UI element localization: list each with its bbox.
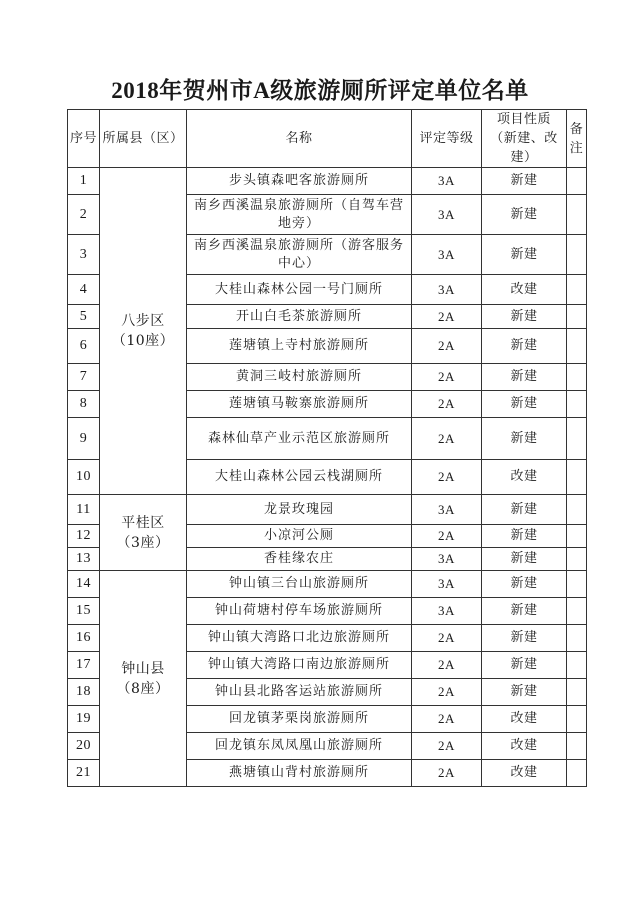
header-seq: 序号 (68, 110, 100, 168)
row-type: 改建 (482, 706, 567, 733)
row-name: 南乡西溪温泉旅游厕所（游客服务中心） (187, 235, 412, 275)
row-seq: 17 (68, 652, 100, 679)
row-note (567, 168, 587, 195)
row-grade: 3A (412, 275, 482, 305)
row-grade: 2A (412, 329, 482, 364)
row-seq: 20 (68, 733, 100, 760)
row-seq: 7 (68, 364, 100, 391)
county-cell (100, 495, 187, 571)
row-seq: 15 (68, 598, 100, 625)
row-name: 南乡西溪温泉旅游厕所（自驾车营地旁） (187, 195, 412, 235)
row-type: 新建 (482, 195, 567, 235)
row-seq: 12 (68, 525, 100, 548)
row-name: 大桂山森林公园一号门厕所 (187, 275, 412, 305)
row-grade: 2A (412, 391, 482, 418)
row-type: 新建 (482, 598, 567, 625)
row-note (567, 329, 587, 364)
row-seq: 8 (68, 391, 100, 418)
row-seq: 10 (68, 460, 100, 495)
row-note (567, 364, 587, 391)
county-count: （3座） (116, 534, 170, 551)
row-grade: 2A (412, 525, 482, 548)
row-note (567, 733, 587, 760)
toilet-list-table (67, 109, 587, 787)
table-header-row (68, 110, 587, 168)
row-grade: 3A (412, 235, 482, 275)
row-type: 新建 (482, 679, 567, 706)
row-seq: 1 (68, 168, 100, 195)
row-seq: 21 (68, 760, 100, 787)
county-cell (100, 168, 187, 495)
row-type: 新建 (482, 495, 567, 525)
row-seq: 19 (68, 706, 100, 733)
row-grade: 2A (412, 305, 482, 329)
row-seq: 5 (68, 305, 100, 329)
county-name: 八步区 (121, 313, 165, 329)
row-note (567, 571, 587, 598)
county-name: 钟山县 (121, 660, 165, 677)
row-name: 大桂山森林公园云栈湖厕所 (187, 460, 412, 495)
row-note (567, 305, 587, 329)
row-type: 新建 (482, 168, 567, 195)
row-seq: 2 (68, 195, 100, 235)
row-name: 开山白毛茶旅游厕所 (187, 305, 412, 329)
row-name: 回龙镇茅栗岗旅游厕所 (187, 706, 412, 733)
row-type: 新建 (482, 571, 567, 598)
row-note (567, 391, 587, 418)
row-grade: 2A (412, 706, 482, 733)
row-note (567, 679, 587, 706)
row-grade: 2A (412, 760, 482, 787)
row-name: 香桂缘农庄 (187, 548, 412, 571)
row-seq: 16 (68, 625, 100, 652)
row-seq: 3 (68, 235, 100, 275)
row-grade: 2A (412, 364, 482, 391)
row-name: 钟山镇大湾路口北边旅游厕所 (187, 625, 412, 652)
row-name: 燕塘镇山背村旅游厕所 (187, 760, 412, 787)
row-grade: 3A (412, 168, 482, 195)
row-type: 新建 (482, 418, 567, 460)
row-name: 森林仙草产业示范区旅游厕所 (187, 418, 412, 460)
row-grade: 3A (412, 195, 482, 235)
row-grade: 2A (412, 733, 482, 760)
row-grade: 3A (412, 548, 482, 571)
table-row (68, 168, 587, 195)
row-type: 改建 (482, 275, 567, 305)
row-type: 新建 (482, 652, 567, 679)
row-name: 回龙镇东凤凤凰山旅游厕所 (187, 733, 412, 760)
row-name: 钟山县北路客运站旅游厕所 (187, 679, 412, 706)
row-note (567, 275, 587, 305)
row-note (567, 495, 587, 525)
row-type: 新建 (482, 329, 567, 364)
row-type: 新建 (482, 625, 567, 652)
table-row (68, 571, 587, 598)
row-note (567, 652, 587, 679)
row-grade: 2A (412, 679, 482, 706)
county-count: （10座） (111, 333, 175, 349)
row-grade: 3A (412, 598, 482, 625)
row-name: 莲塘镇上寺村旅游厕所 (187, 329, 412, 364)
row-note (567, 235, 587, 275)
header-type: 项目性质（新建、改建） (482, 110, 567, 168)
county-count: （8座） (116, 680, 170, 697)
county-name: 平桂区 (121, 514, 165, 531)
document-title: 2018年贺州市A级旅游厕所评定单位名单 (111, 78, 529, 103)
row-note (567, 525, 587, 548)
row-type: 改建 (482, 460, 567, 495)
row-name: 钟山镇大湾路口南边旅游厕所 (187, 652, 412, 679)
header-grade: 评定等级 (412, 110, 482, 168)
row-name: 莲塘镇马鞍寨旅游厕所 (187, 391, 412, 418)
header-county: 所属县（区） (100, 110, 187, 168)
row-grade: 3A (412, 571, 482, 598)
row-grade: 2A (412, 625, 482, 652)
row-note (567, 760, 587, 787)
row-note (567, 418, 587, 460)
row-note (567, 598, 587, 625)
row-note (567, 706, 587, 733)
row-note (567, 548, 587, 571)
row-seq: 4 (68, 275, 100, 305)
row-note (567, 625, 587, 652)
row-grade: 2A (412, 652, 482, 679)
row-type: 新建 (482, 525, 567, 548)
row-seq: 9 (68, 418, 100, 460)
row-grade: 2A (412, 418, 482, 460)
table-row (68, 495, 587, 525)
row-note (567, 195, 587, 235)
row-name: 钟山荷塘村停车场旅游厕所 (187, 598, 412, 625)
row-type: 新建 (482, 548, 567, 571)
row-seq: 13 (68, 548, 100, 571)
county-cell (100, 571, 187, 787)
row-seq: 11 (68, 495, 100, 525)
header-note: 备注 (567, 110, 587, 168)
row-type: 改建 (482, 733, 567, 760)
row-type: 新建 (482, 235, 567, 275)
row-name: 黄洞三岐村旅游厕所 (187, 364, 412, 391)
row-name: 龙景玫瑰园 (187, 495, 412, 525)
row-seq: 18 (68, 679, 100, 706)
row-type: 改建 (482, 760, 567, 787)
row-type: 新建 (482, 305, 567, 329)
row-seq: 6 (68, 329, 100, 364)
row-note (567, 460, 587, 495)
row-name: 步头镇森吧客旅游厕所 (187, 168, 412, 195)
table-body (68, 168, 587, 787)
row-type: 新建 (482, 364, 567, 391)
row-seq: 14 (68, 571, 100, 598)
row-type: 新建 (482, 391, 567, 418)
header-name: 名称 (187, 110, 412, 168)
row-name: 小凉河公厕 (187, 525, 412, 548)
row-grade: 3A (412, 495, 482, 525)
row-name: 钟山镇三台山旅游厕所 (187, 571, 412, 598)
row-grade: 2A (412, 460, 482, 495)
